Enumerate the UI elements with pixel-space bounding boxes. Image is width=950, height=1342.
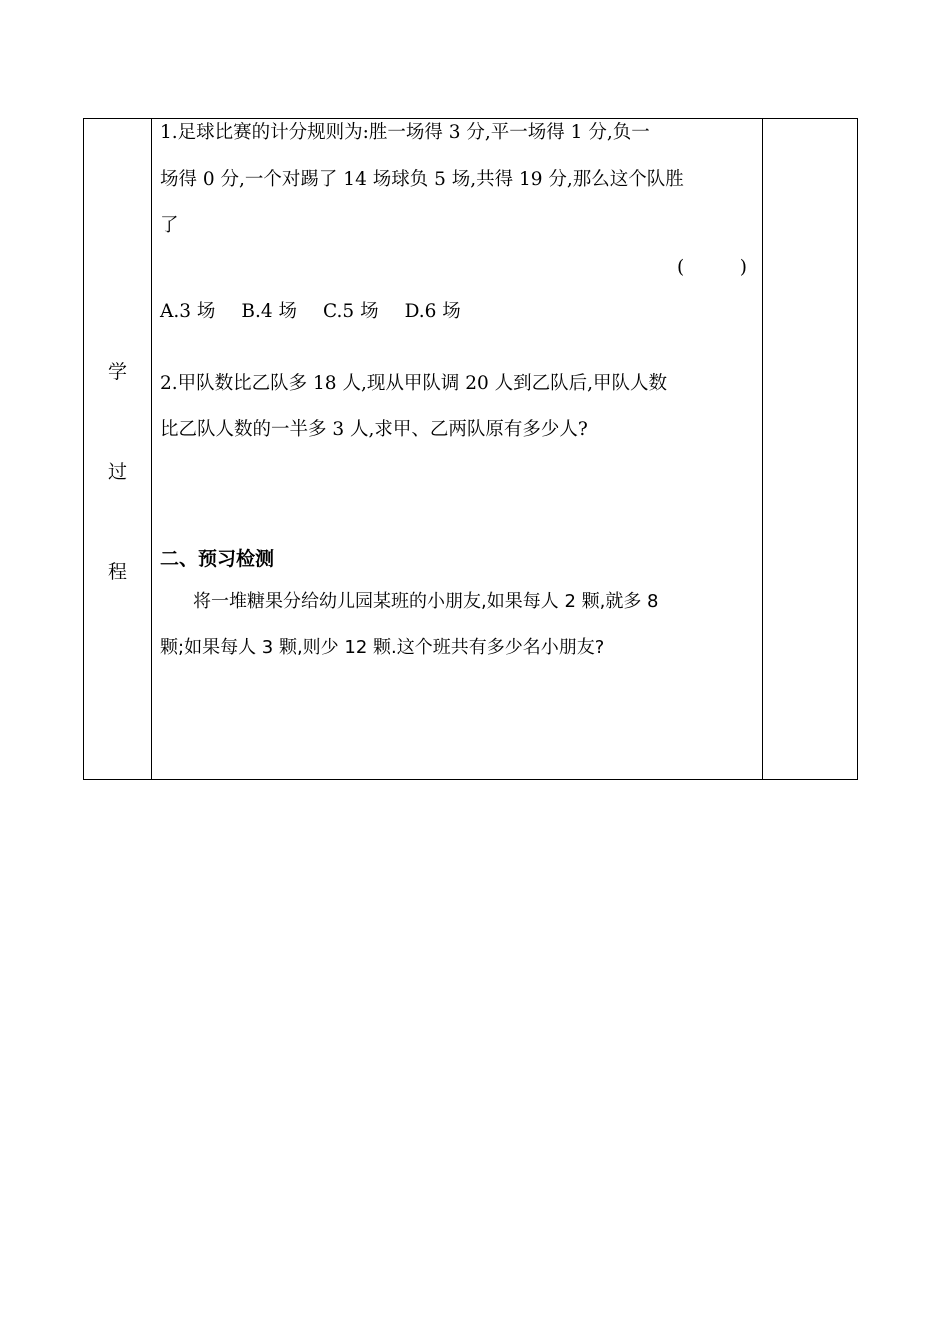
- side-label-char: 程: [107, 561, 127, 583]
- option-b: B.4 场: [241, 301, 298, 322]
- question-1-text-line: 1.足球比赛的计分规则为:胜一场得 3 分,平一场得 1 分,负一: [160, 122, 650, 143]
- question-1-text-line: 场得 0 分,一个对踢了 14 场球负 5 场,共得 19 分,那么这个队胜: [160, 169, 684, 190]
- option-c: C.5 场: [323, 301, 379, 322]
- question-2-text-line: 2.甲队数比乙队多 18 人,现从甲队调 20 人到乙队后,甲队人数: [160, 373, 668, 394]
- column-divider-right: [762, 119, 763, 779]
- column-divider-left: [151, 119, 152, 779]
- side-label-char: 过: [107, 461, 127, 483]
- paren-open: (: [677, 257, 685, 278]
- paren-close: ): [739, 257, 747, 278]
- side-label-char: 学: [107, 361, 127, 383]
- answer-blank-parentheses: [677, 256, 747, 280]
- question-2-text-line: 比乙队人数的一半多 3 人,求甲、乙两队原有多少人?: [160, 419, 588, 440]
- section-heading: 二、预习检测: [160, 548, 275, 570]
- section-2-text-line: 颗;如果每人 3 颗,则少 12 颗.这个班共有多少名小朋友?: [160, 637, 605, 658]
- lesson-table: [83, 118, 858, 780]
- question-1-text-line: 了: [160, 215, 179, 236]
- section-2-text-line: 将一堆糖果分给幼儿园某班的小朋友,如果每人 2 颗,就多 8: [193, 591, 659, 612]
- option-d: D.6 场: [404, 301, 461, 322]
- option-a: A.3 场: [160, 301, 216, 322]
- question-1-options: [160, 300, 461, 324]
